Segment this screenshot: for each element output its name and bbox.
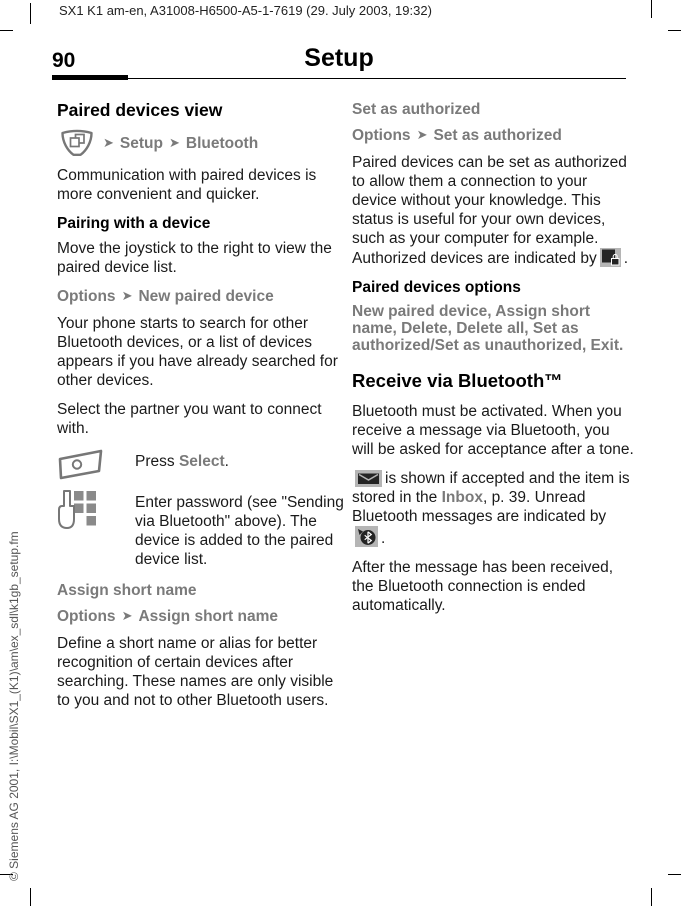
paragraph: After the message has been received, the Bluetooth connection is ended automatically. (352, 559, 614, 614)
instruction-text: Press Select. (135, 453, 229, 470)
left-column (57, 100, 345, 720)
crop-mark (668, 874, 681, 875)
crop-mark (30, 888, 31, 906)
crop-mark (30, 3, 31, 24)
instruction-row-password (57, 489, 345, 569)
page-number-underline (52, 75, 128, 80)
authorized-device-icon (600, 248, 621, 267)
menu-arrow-icon: ➤ (121, 609, 133, 624)
instruction-text: Enter password (see "Sending via Bluetooth" above). The device is added to the paired device list. (135, 494, 344, 568)
options-value: Set as authorized (433, 127, 562, 144)
chapter-title: Setup (304, 44, 374, 72)
instruction-row-select (57, 448, 345, 481)
subheading-paired-devices-options: Paired devices options (352, 279, 521, 296)
subheading-assign-short-name: Assign short name (57, 582, 197, 599)
crop-mark (668, 30, 681, 31)
keypad-entry-icon (57, 489, 135, 533)
options-label: Options (57, 608, 116, 625)
paragraph: Communication with paired devices is more convenient and quicker. (57, 167, 317, 203)
menu-path-item: Setup (119, 135, 163, 152)
bluetooth-unread-icon (355, 526, 378, 547)
paragraph: Bluetooth must be activated. When you receive a message via Bluetooth, you will be asked for acceptance after a tone. (352, 403, 634, 458)
menu-key-icon (60, 129, 94, 158)
crop-mark (651, 888, 652, 906)
options-path (57, 607, 345, 626)
menu-arrow-icon: ➤ (121, 289, 133, 304)
crop-mark (0, 30, 13, 31)
crop-mark (651, 0, 652, 18)
menu-path (57, 129, 345, 158)
menu-arrow-icon: ➤ (103, 136, 114, 151)
options-list: New paired device, Assign short name, Delete, Delete all, Set as authorized/Set as unauthorized, Exit. (352, 303, 624, 354)
paragraph: Paired devices can be set as authorized to allow them a connection to your device without your knowledge. This status is useful for your own devices, such as your computer for example. Authorized devices are indicated by . (352, 154, 629, 267)
softkey-label: Select (178, 453, 225, 470)
options-path (57, 287, 345, 306)
paragraph: Select the partner you want to connect with. (57, 401, 322, 437)
doc-reference-line: SX1 K1 am-en, A31008-H6500-A5-1-7619 (29. July 2003, 19:32) (59, 3, 432, 18)
subheading-pairing-with-device: Pairing with a device (57, 215, 211, 232)
paragraph: Your phone starts to search for other Bluetooth devices, or a list of devices appears if you have already searched for other devices. (57, 315, 338, 389)
copyright-sidebar: © Siemens AG 2001, I:\Mobil\SX1_(K1)\am\ex_sdl\k1gb_setup.fm (7, 531, 21, 881)
options-label: Options (352, 127, 411, 144)
menu-arrow-icon: ➤ (168, 136, 180, 151)
section-heading-paired-devices-view: Paired devices view (57, 100, 223, 120)
header-rule (52, 78, 626, 79)
paragraph: Define a short name or alias for better recognition of certain devices after searching. These names are only visible to you and not to other Bluetooth users. (57, 635, 334, 709)
options-label: Options (57, 288, 116, 305)
options-value: Assign short name (138, 608, 278, 625)
menu-path-item: Bluetooth (185, 135, 259, 152)
options-value: New paired device (138, 288, 274, 305)
options-path (352, 126, 634, 145)
paragraph: Move the joystick to the right to view the paired device list. (57, 240, 332, 276)
subheading-set-as-authorized: Set as authorized (352, 101, 481, 118)
menu-arrow-icon: ➤ (416, 128, 428, 143)
right-column (352, 100, 634, 625)
softkey-select-icon (57, 448, 135, 481)
section-heading-receive-via-bluetooth: Receive via Bluetooth™ (352, 370, 563, 391)
message-received-icon (355, 470, 382, 487)
page-number: 90 (52, 49, 76, 72)
inbox-label: Inbox (441, 489, 483, 506)
paragraph: is shown if accepted and the item is stored in the Inbox, p. 39. Unread Bluetooth messages are indicated by . (352, 470, 630, 547)
